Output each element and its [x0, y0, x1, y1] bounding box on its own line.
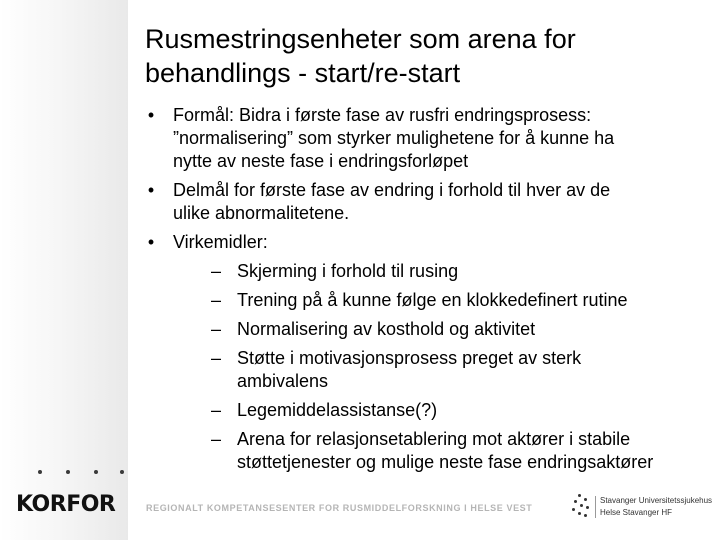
sub-item-normalisering: [173, 318, 701, 341]
sub-item-trening: [173, 289, 701, 312]
bullet-text-line: ulike abnormalitetene.: [173, 203, 350, 223]
sub-item-text: Arena for relasjonsetablering mot aktører i stabile: [237, 429, 631, 449]
bullet-delmal: [141, 179, 701, 225]
bullet-text-line: ”normalisering” som styrker mulighetene for å kunne ha: [173, 128, 615, 148]
sub-marker: –: [211, 429, 222, 449]
sub-item-text: støttetjenester og mulige neste fase endringsaktører: [237, 452, 654, 472]
footer-tagline: REGIONALT KOMPETANSESENTER FOR RUSMIDDELFORSKNING I HELSE VEST: [146, 503, 533, 513]
title-line-2: behandlings - start/re-start: [145, 58, 461, 88]
left-decorative-band: [0, 0, 128, 540]
bullet-virkemidler: [141, 231, 701, 474]
title-line-1: Rusmestringsenheter som arena for: [145, 24, 576, 54]
hospital-logo: [570, 492, 713, 522]
sub-item-legemiddel: [173, 399, 701, 422]
decorative-dots: [38, 470, 128, 480]
bullet-marker: •: [147, 180, 155, 200]
sub-marker: –: [211, 261, 222, 281]
sub-marker: –: [211, 290, 222, 310]
sub-marker: –: [211, 348, 222, 368]
korfor-logo: [16, 492, 128, 518]
sub-marker: –: [211, 319, 222, 339]
sub-item-text: Støtte i motivasjonsprosess preget av sterk: [237, 348, 582, 368]
hospital-org: Helse Stavanger HF: [600, 508, 673, 517]
sub-item-skjerming: [173, 260, 701, 283]
sub-item-text: ambivalens: [237, 371, 329, 391]
bullet-text-line: Virkemidler:: [173, 232, 268, 252]
bullet-formal: [141, 104, 701, 173]
sub-item-text: Legemiddelassistanse(?): [237, 400, 438, 420]
bullet-list: [141, 104, 701, 474]
hospital-mark-icon: [570, 494, 592, 518]
korfor-logo-text: KORFOR: [16, 492, 116, 517]
bullet-text-line: nytte av neste fase i endringsforløpet: [173, 151, 469, 171]
slide-title: [145, 22, 685, 90]
sub-item-text: Normalisering av kosthold og aktivitet: [237, 319, 536, 339]
sub-item-text: Trening på å kunne følge en klokkedefinert rutine: [237, 290, 628, 310]
bullet-marker: •: [147, 232, 155, 252]
hospital-divider: [595, 496, 596, 518]
hospital-name: Stavanger Universitetssjukehus: [600, 496, 713, 505]
sub-item-stotte: [173, 347, 701, 393]
bullet-marker: •: [147, 105, 155, 125]
sub-marker: –: [211, 400, 222, 420]
bullet-text-line: Formål: Bidra i første fase av rusfri endringsprosess:: [173, 105, 592, 125]
sub-item-arena: [173, 428, 701, 474]
bullet-text-line: Delmål for første fase av endring i forhold til hver av de: [173, 180, 611, 200]
sub-item-text: Skjerming i forhold til rusing: [237, 261, 459, 281]
sub-bullet-list: [173, 260, 701, 474]
